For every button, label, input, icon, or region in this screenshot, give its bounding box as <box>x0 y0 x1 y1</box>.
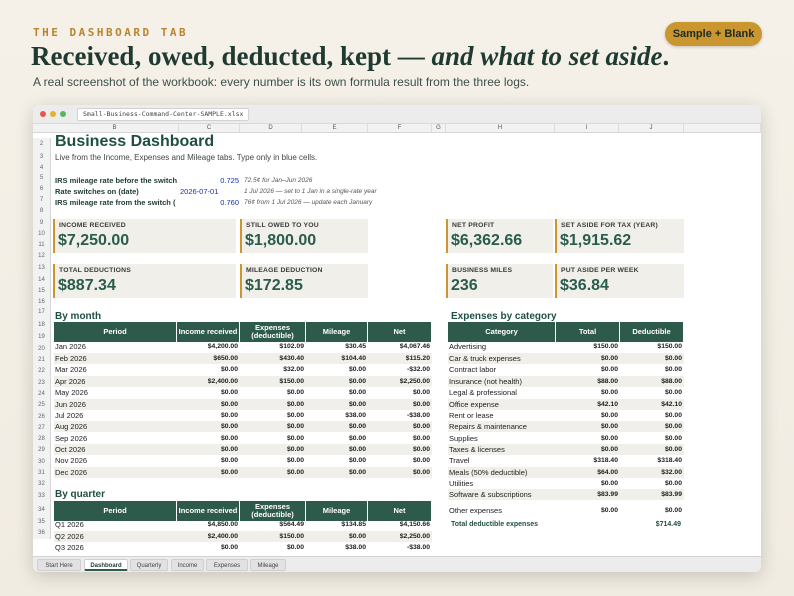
row-header[interactable]: 27 <box>33 423 51 434</box>
category-cell: Travel <box>449 456 470 465</box>
category-header: Category <box>448 322 556 342</box>
month-cell: $0.00 <box>286 412 304 419</box>
column-header[interactable]: C <box>179 124 240 133</box>
kpi-label: PUT ASIDE PER WEEK <box>561 267 639 274</box>
category-header: Total <box>556 322 620 342</box>
sheet-tab-dashboard[interactable]: Dashboard <box>84 559 128 571</box>
month-cell: -$38.00 <box>406 412 430 419</box>
kpi-value: $6,362.66 <box>451 232 523 249</box>
kpi-put-aside-week <box>555 264 684 298</box>
category-cell: Office expense <box>449 400 499 409</box>
category-cell: $0.00 <box>664 446 682 453</box>
row-header[interactable]: 32 <box>33 479 51 490</box>
category-cell: Car & truck expenses <box>449 354 521 363</box>
month-cell: $102.09 <box>279 343 304 350</box>
column-header[interactable]: J <box>619 124 684 133</box>
month-cell: $150.00 <box>279 378 304 385</box>
month-cell: $2,250.00 <box>399 378 430 385</box>
month-cell: $0.00 <box>286 435 304 442</box>
setting-label-switch-date: Rate switches on (date) <box>55 187 139 196</box>
category-cell: $88.00 <box>597 378 618 385</box>
quarter-cell: $2,250.00 <box>399 533 430 540</box>
kpi-net-profit <box>446 219 553 253</box>
row-header[interactable]: 18 <box>33 318 51 332</box>
category-cell: $318.40 <box>657 457 682 464</box>
month-cell: $0.00 <box>412 446 430 453</box>
category-cell: Supplies <box>449 434 478 443</box>
category-cell: $0.00 <box>664 412 682 419</box>
month-cell: $0.00 <box>348 378 366 385</box>
month-cell: $0.00 <box>286 401 304 408</box>
quarter-cell: Q2 2026 <box>55 532 84 541</box>
page-subhead: A real screenshot of the workbook: every number is its own formula result from the three logs. <box>33 75 530 89</box>
row-header[interactable]: 13 <box>33 262 51 274</box>
row-header[interactable]: 26 <box>33 411 51 423</box>
category-cell: $83.99 <box>597 491 618 498</box>
month-cell: $0.00 <box>348 389 366 396</box>
kpi-value: $1,800.00 <box>245 232 317 249</box>
kpi-business-miles <box>446 264 553 298</box>
row-header[interactable]: 14 <box>33 274 51 286</box>
setting-value-rate-after[interactable]: 0.760 <box>220 198 239 207</box>
kpi-still-owed <box>240 219 368 253</box>
month-cell: $104.40 <box>341 355 366 362</box>
category-cell: $83.99 <box>661 491 682 498</box>
month-cell: $0.00 <box>412 457 430 464</box>
category-cell: $0.00 <box>664 389 682 396</box>
kpi-value: $36.84 <box>560 277 609 294</box>
month-cell: $4,200.00 <box>207 343 238 350</box>
category-cell: $0.00 <box>664 423 682 430</box>
month-cell: Mar 2026 <box>55 365 87 374</box>
quarter-cell: $4,850.00 <box>207 521 238 528</box>
column-header[interactable]: I <box>555 124 619 133</box>
row-header[interactable]: 30 <box>33 456 51 468</box>
month-cell: $0.00 <box>286 446 304 453</box>
month-header: Income received <box>177 322 240 342</box>
column-header[interactable]: D <box>240 124 302 133</box>
category-cell: Utilities <box>449 479 474 488</box>
kpi-label: INCOME RECEIVED <box>59 222 126 229</box>
month-cell: Jan 2026 <box>55 342 86 351</box>
month-header: Net <box>368 322 432 342</box>
month-cell: $0.00 <box>220 469 238 476</box>
quarter-header: Period <box>54 501 177 521</box>
month-cell: $38.00 <box>345 412 366 419</box>
kpi-value: $1,915.62 <box>560 232 632 249</box>
kpi-income-received <box>53 219 236 253</box>
kpi-set-aside-tax <box>555 219 684 253</box>
month-cell: $0.00 <box>220 446 238 453</box>
month-cell: $0.00 <box>412 389 430 396</box>
month-cell: -$32.00 <box>406 366 430 373</box>
quarter-cell: $134.85 <box>341 521 366 528</box>
headline-emphasis: and what to set aside <box>431 41 663 71</box>
category-cell: $0.00 <box>664 355 682 362</box>
category-cell: Taxes & licenses <box>449 445 505 454</box>
month-cell: $0.00 <box>220 412 238 419</box>
quarter-cell: Q1 2026 <box>55 520 84 529</box>
kpi-label: SET ASIDE FOR TAX (YEAR) <box>561 222 658 229</box>
column-header[interactable]: F <box>368 124 432 133</box>
row-header[interactable]: 9 <box>33 217 51 229</box>
row-header[interactable]: 21 <box>33 355 51 366</box>
spreadsheet-window <box>33 105 761 572</box>
category-cell: $150.00 <box>657 343 682 350</box>
category-cell: $0.00 <box>600 355 618 362</box>
row-header[interactable]: 12 <box>33 251 51 262</box>
month-cell: $0.00 <box>348 469 366 476</box>
category-cell: $0.00 <box>664 507 682 514</box>
quarter-cell: $0.00 <box>348 533 366 540</box>
month-cell: $0.00 <box>412 469 430 476</box>
quarter-header: Expenses (deductible) <box>240 501 306 521</box>
month-cell: $0.00 <box>220 389 238 396</box>
setting-note-rate-before: 72.5¢ for Jan–Jun 2026 <box>244 177 313 184</box>
column-header[interactable]: B <box>51 124 179 133</box>
sheet-tabs-bar <box>33 556 761 572</box>
category-cell: Meals (50% deductible) <box>449 468 528 477</box>
kpi-value: $7,250.00 <box>58 232 130 249</box>
kpi-label: MILEAGE DEDUCTION <box>246 267 323 274</box>
category-cell: $64.00 <box>597 469 618 476</box>
row-header[interactable]: 7 <box>33 195 51 206</box>
month-cell: Sep 2026 <box>55 434 88 443</box>
month-cell: Nov 2026 <box>55 456 88 465</box>
dashboard-subtitle: Live from the Income, Expenses and Mileage tabs. Type only in blue cells. <box>55 153 318 162</box>
row-header[interactable]: 5 <box>33 173 51 184</box>
row-header[interactable]: 11 <box>33 240 51 251</box>
category-cell: $42.10 <box>597 401 618 408</box>
month-cell: $0.00 <box>348 446 366 453</box>
headline-main: Received, owed, deducted, kept — <box>31 41 432 71</box>
category-cell: $32.00 <box>661 469 682 476</box>
row-header[interactable]: 4 <box>33 164 51 173</box>
row-header[interactable]: 35 <box>33 517 51 528</box>
category-cell: $0.00 <box>664 366 682 373</box>
month-cell: $0.00 <box>348 366 366 373</box>
total-deductible-value: $714.49 <box>655 521 681 528</box>
quarter-cell: $0.00 <box>286 544 304 551</box>
row-header[interactable]: 36 <box>33 528 51 539</box>
month-cell: $650.00 <box>213 355 238 362</box>
eyebrow-label: THE DASHBOARD TAB <box>33 26 189 39</box>
month-cell: $0.00 <box>220 423 238 430</box>
by-category-title: Expenses by category <box>451 311 557 322</box>
row-header[interactable]: 8 <box>33 206 51 217</box>
setting-label-rate-before: IRS mileage rate before the switch <box>55 176 178 185</box>
page-headline <box>31 41 669 72</box>
month-cell: $0.00 <box>220 366 238 373</box>
row-header[interactable]: 22 <box>33 366 51 377</box>
category-cell: $0.00 <box>600 366 618 373</box>
month-cell: Apr 2026 <box>55 377 86 386</box>
month-cell: Aug 2026 <box>55 422 88 431</box>
month-cell: $30.45 <box>345 343 366 350</box>
headline-end: . <box>662 41 670 71</box>
quarter-header: Net <box>368 501 432 521</box>
category-cell: $0.00 <box>664 480 682 487</box>
kpi-value: $887.34 <box>58 277 116 294</box>
month-cell: $115.20 <box>405 355 430 362</box>
category-cell: $42.10 <box>661 401 682 408</box>
quarter-cell: -$38.00 <box>406 544 430 551</box>
month-cell: $0.00 <box>286 423 304 430</box>
kpi-mileage-deduction <box>240 264 368 298</box>
setting-value-rate-before[interactable]: 0.725 <box>220 176 239 185</box>
category-cell: $0.00 <box>600 412 618 419</box>
quarter-header: Mileage <box>306 501 368 521</box>
category-cell: Advertising <box>449 342 487 351</box>
sheet-tab-mileage[interactable]: Mileage <box>250 559 286 571</box>
month-cell: $0.00 <box>286 469 304 476</box>
month-cell: May 2026 <box>55 388 88 397</box>
month-cell: Jun 2026 <box>55 400 86 409</box>
month-header: Period <box>54 322 177 342</box>
month-cell: $0.00 <box>286 457 304 464</box>
row-header[interactable]: 10 <box>33 229 51 240</box>
quarter-cell: $150.00 <box>279 533 304 540</box>
month-cell: $32.00 <box>283 366 304 373</box>
sheet-tab-income[interactable]: Income <box>171 559 204 571</box>
setting-note-switch-date: 1 Jul 2026 — set to 1 Jan in a single-rate year <box>244 188 377 195</box>
by-month-title: By month <box>55 311 102 322</box>
kpi-label: NET PROFIT <box>452 222 495 229</box>
row-header[interactable]: 3 <box>33 151 51 164</box>
column-header[interactable]: H <box>446 124 555 133</box>
quarter-header: Income received <box>177 501 240 521</box>
row-header[interactable]: 23 <box>33 377 51 389</box>
category-cell: $0.00 <box>600 507 618 514</box>
month-cell: $4,067.46 <box>399 343 430 350</box>
kpi-value: 236 <box>451 277 478 294</box>
kpi-label: STILL OWED TO YOU <box>246 222 319 229</box>
month-header: Mileage <box>306 322 368 342</box>
row-header[interactable]: 2 <box>33 138 51 151</box>
category-header: Deductible <box>620 322 684 342</box>
kpi-label: TOTAL DEDUCTIONS <box>59 267 131 274</box>
quarter-cell: $4,150.66 <box>399 521 430 528</box>
column-header[interactable]: E <box>302 124 368 133</box>
category-cell: Contract labor <box>449 365 497 374</box>
row-header[interactable]: 29 <box>33 445 51 456</box>
category-cell: $0.00 <box>600 389 618 396</box>
row-header[interactable]: 24 <box>33 389 51 400</box>
category-cell: $0.00 <box>664 435 682 442</box>
category-cell: Other expenses <box>449 506 502 515</box>
quarter-cell: $2,400.00 <box>207 533 238 540</box>
kpi-total-deductions <box>53 264 236 298</box>
column-header[interactable]: G <box>432 124 446 133</box>
row-header[interactable]: 20 <box>33 343 51 355</box>
by-quarter-title: By quarter <box>55 489 106 500</box>
sheet-tab-quarterly[interactable]: Quarterly <box>130 559 168 571</box>
category-cell: Insurance (not health) <box>449 377 522 386</box>
quarter-cell: $38.00 <box>345 544 366 551</box>
month-cell: Jul 2026 <box>55 411 84 420</box>
month-cell: $0.00 <box>412 423 430 430</box>
category-cell: $0.00 <box>600 480 618 487</box>
category-cell: Rent or lease <box>449 411 494 420</box>
total-deductible-label: Total deductible expenses <box>451 521 539 528</box>
month-cell: Oct 2026 <box>55 445 86 454</box>
kpi-value: $172.85 <box>245 277 303 294</box>
setting-note-rate-after: 76¢ from 1 Jul 2026 — update each January <box>244 199 373 206</box>
month-cell: $0.00 <box>286 389 304 396</box>
row-header[interactable]: 16 <box>33 297 51 307</box>
sheet-tab-start-here[interactable]: Start Here <box>37 559 81 571</box>
row-header[interactable]: 25 <box>33 400 51 411</box>
category-cell: $88.00 <box>661 378 682 385</box>
month-cell: $0.00 <box>348 457 366 464</box>
month-cell: Dec 2026 <box>55 468 88 477</box>
sheet-tab-expenses[interactable]: Expenses <box>206 559 248 571</box>
month-cell: $0.00 <box>412 401 430 408</box>
row-header[interactable]: 6 <box>33 184 51 195</box>
row-header[interactable]: 15 <box>33 286 51 297</box>
category-cell: $0.00 <box>600 423 618 430</box>
row-header[interactable]: 28 <box>33 434 51 445</box>
month-cell: $0.00 <box>220 401 238 408</box>
category-cell: Repairs & maintenance <box>449 422 527 431</box>
month-cell: $0.00 <box>348 401 366 408</box>
month-cell: $0.00 <box>412 435 430 442</box>
category-cell: $0.00 <box>600 446 618 453</box>
setting-value-switch-date[interactable]: 2026-07-01 <box>180 187 219 196</box>
row-header[interactable]: 33 <box>33 490 51 503</box>
category-cell: $150.00 <box>593 343 618 350</box>
file-name-tab[interactable]: Small-Business-Command-Center-SAMPLE.xlsx <box>77 108 249 121</box>
dashboard-sheet <box>33 105 761 572</box>
dashboard-title: Business Dashboard <box>55 133 215 150</box>
kpi-label: BUSINESS MILES <box>452 267 513 274</box>
row-header[interactable]: 19 <box>33 332 51 343</box>
month-cell: $0.00 <box>220 435 238 442</box>
sample-blank-badge: Sample + Blank <box>665 22 762 46</box>
quarter-cell: $564.49 <box>279 521 304 528</box>
row-header[interactable]: 17 <box>33 307 51 318</box>
month-header: Expenses (deductible) <box>240 322 306 342</box>
row-header[interactable]: 31 <box>33 468 51 479</box>
category-cell: Legal & professional <box>449 388 517 397</box>
quarter-cell: $0.00 <box>220 544 238 551</box>
category-cell: $318.40 <box>593 457 618 464</box>
category-cell: $0.00 <box>600 435 618 442</box>
setting-label-rate-after: IRS mileage rate from the switch ( <box>55 198 176 207</box>
month-cell: $430.40 <box>279 355 304 362</box>
month-cell: $0.00 <box>220 457 238 464</box>
quarter-cell: Q3 2026 <box>55 543 84 552</box>
month-cell: $0.00 <box>348 435 366 442</box>
month-cell: $0.00 <box>348 423 366 430</box>
month-cell: Feb 2026 <box>55 354 87 363</box>
row-header[interactable]: 34 <box>33 503 51 517</box>
month-cell: $2,400.00 <box>207 378 238 385</box>
category-cell: Software & subscriptions <box>449 490 532 499</box>
